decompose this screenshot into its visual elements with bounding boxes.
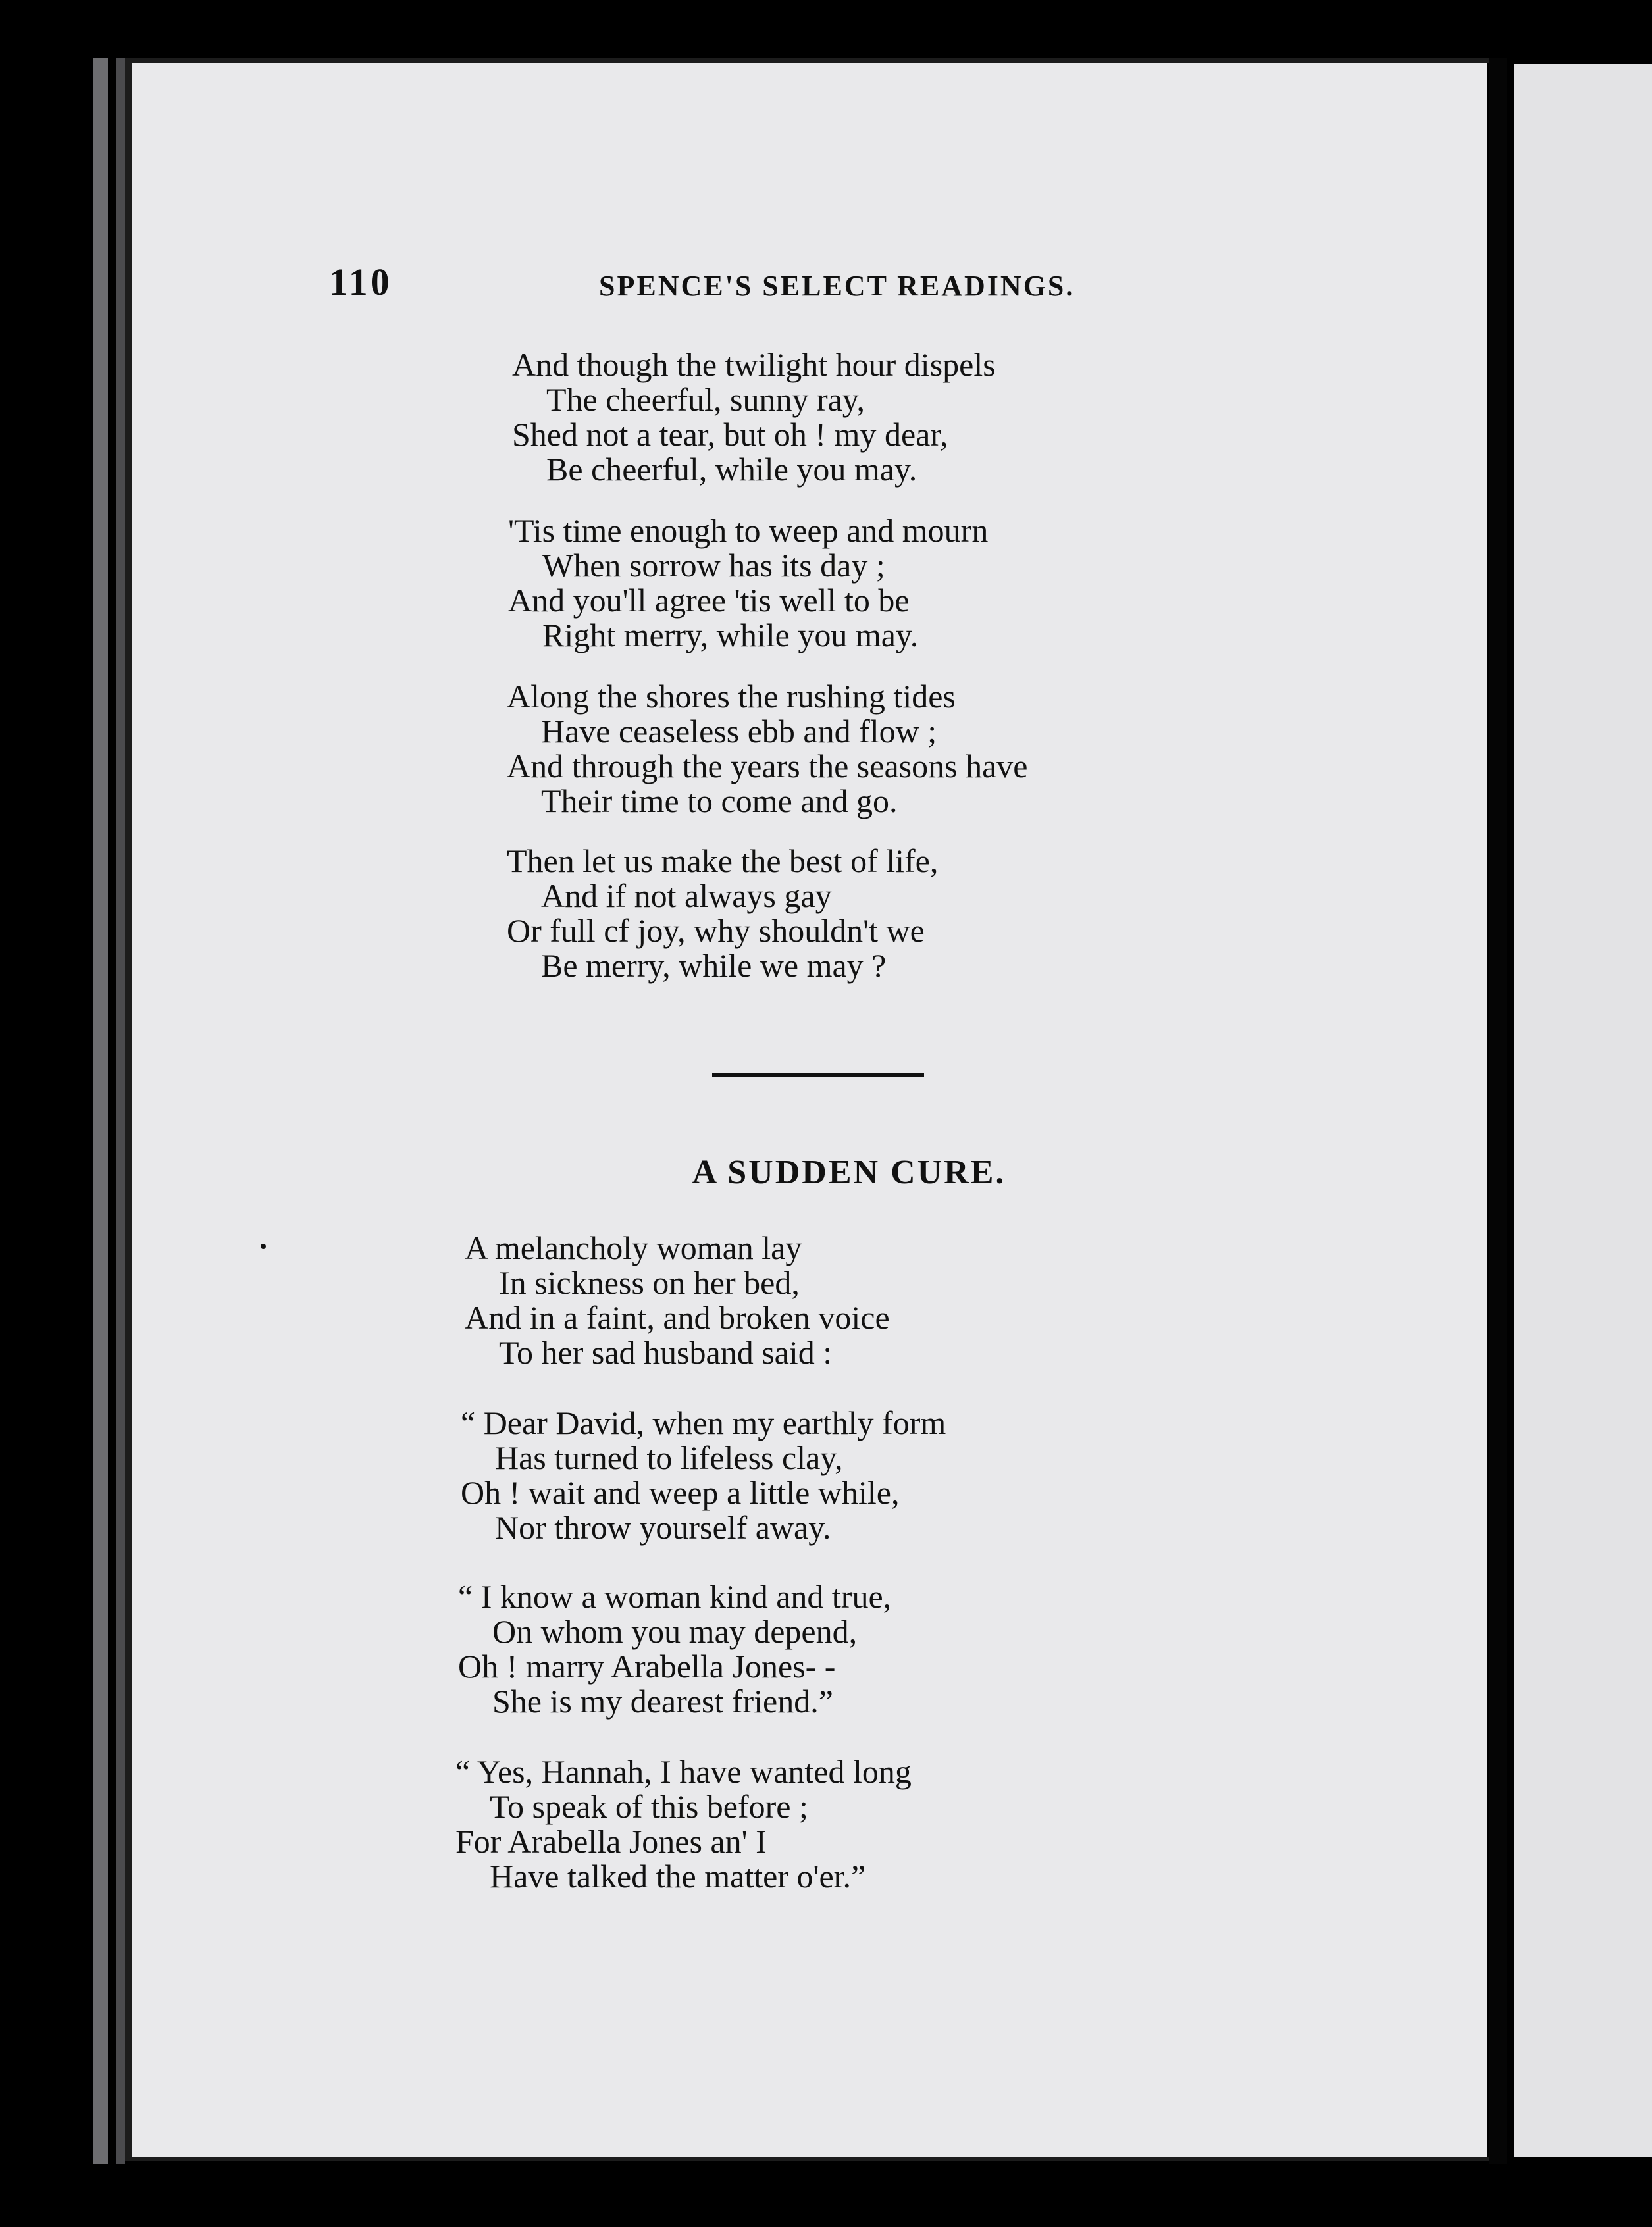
poem-line: Oh ! wait and weep a little while, — [461, 1474, 900, 1511]
section-divider — [712, 1073, 924, 1077]
page-border-left — [125, 61, 132, 2161]
poem-line: When sorrow has its day ; — [542, 547, 885, 584]
poem-line: The cheerful, sunny ray, — [546, 381, 865, 418]
book-gutter — [1489, 58, 1507, 2164]
poem-line: And in a faint, and broken voice — [465, 1299, 890, 1336]
poem2-stanza-2 — [461, 1406, 946, 1545]
poem-line: Have ceaseless ebb and flow ; — [541, 713, 937, 750]
book-spine-shadow — [116, 58, 125, 2164]
poem-line: Along the shores the rushing tides — [507, 678, 956, 715]
book-spine-edge — [93, 58, 108, 2164]
poem-line: Shed not a tear, but oh ! my dear, — [512, 416, 948, 453]
poem-line: Right merry, while you may. — [542, 617, 919, 653]
poem-line: And if not always gay — [541, 877, 832, 914]
poem-line: To speak of this before ; — [490, 1788, 808, 1825]
poem-line: “ Dear David, when my earthly form — [461, 1404, 946, 1441]
poem-line: 'Tis time enough to weep and mourn — [508, 512, 989, 549]
poem1-stanza-1 — [512, 347, 996, 487]
poem-line: “ I know a woman kind and true, — [458, 1578, 892, 1615]
running-head — [132, 260, 1218, 319]
poem-line: Be merry, while we may ? — [541, 947, 887, 984]
poem-line: Oh ! marry Arabella Jones- - — [458, 1648, 836, 1685]
poem-line: “ Yes, Hannah, I have wanted long — [455, 1753, 912, 1790]
poem-line: Their time to come and go. — [541, 782, 898, 819]
page-border-bottom — [125, 2157, 1494, 2161]
poem1-stanza-2 — [508, 513, 988, 653]
poem-line: And though the twilight hour dispels — [512, 346, 996, 383]
ink-speck — [261, 1244, 266, 1249]
poem-line: Has turned to lifeless clay, — [495, 1439, 843, 1476]
poem-line: And you'll agree 'tis well to be — [508, 582, 910, 619]
poem-line: Then let us make the best of life, — [507, 842, 939, 879]
poem1-stanza-4 — [507, 844, 938, 983]
poem-line: A melancholy woman lay — [465, 1229, 802, 1266]
poem-line: Have talked the matter o'er.” — [490, 1858, 866, 1895]
poem2-stanza-4 — [455, 1754, 912, 1894]
page-border-top — [125, 58, 1494, 63]
poem1-stanza-3 — [507, 679, 1027, 819]
poem-line: Be cheerful, while you may. — [546, 451, 917, 488]
poem2-stanza-1 — [465, 1231, 890, 1370]
poem-line: Nor throw yourself away. — [495, 1509, 831, 1546]
poem-line: And through the years the seasons have — [507, 748, 1028, 784]
poem-title: A SUDDEN CURE. — [692, 1154, 1006, 1191]
poem2-stanza-3 — [458, 1579, 891, 1719]
poem-line: For Arabella Jones an' I — [455, 1823, 767, 1860]
page-number: 110 — [329, 261, 392, 303]
poem-line: To her sad husband said : — [499, 1334, 833, 1371]
facing-page — [1514, 64, 1652, 2157]
poem-line: On whom you may depend, — [492, 1613, 858, 1650]
poem-line: She is my dearest friend.” — [492, 1683, 833, 1720]
poem-line: In sickness on her bed, — [499, 1264, 800, 1301]
poem-line: Or full cf joy, why shouldn't we — [507, 912, 925, 949]
running-title: SPENCE'S SELECT READINGS. — [599, 270, 1075, 302]
